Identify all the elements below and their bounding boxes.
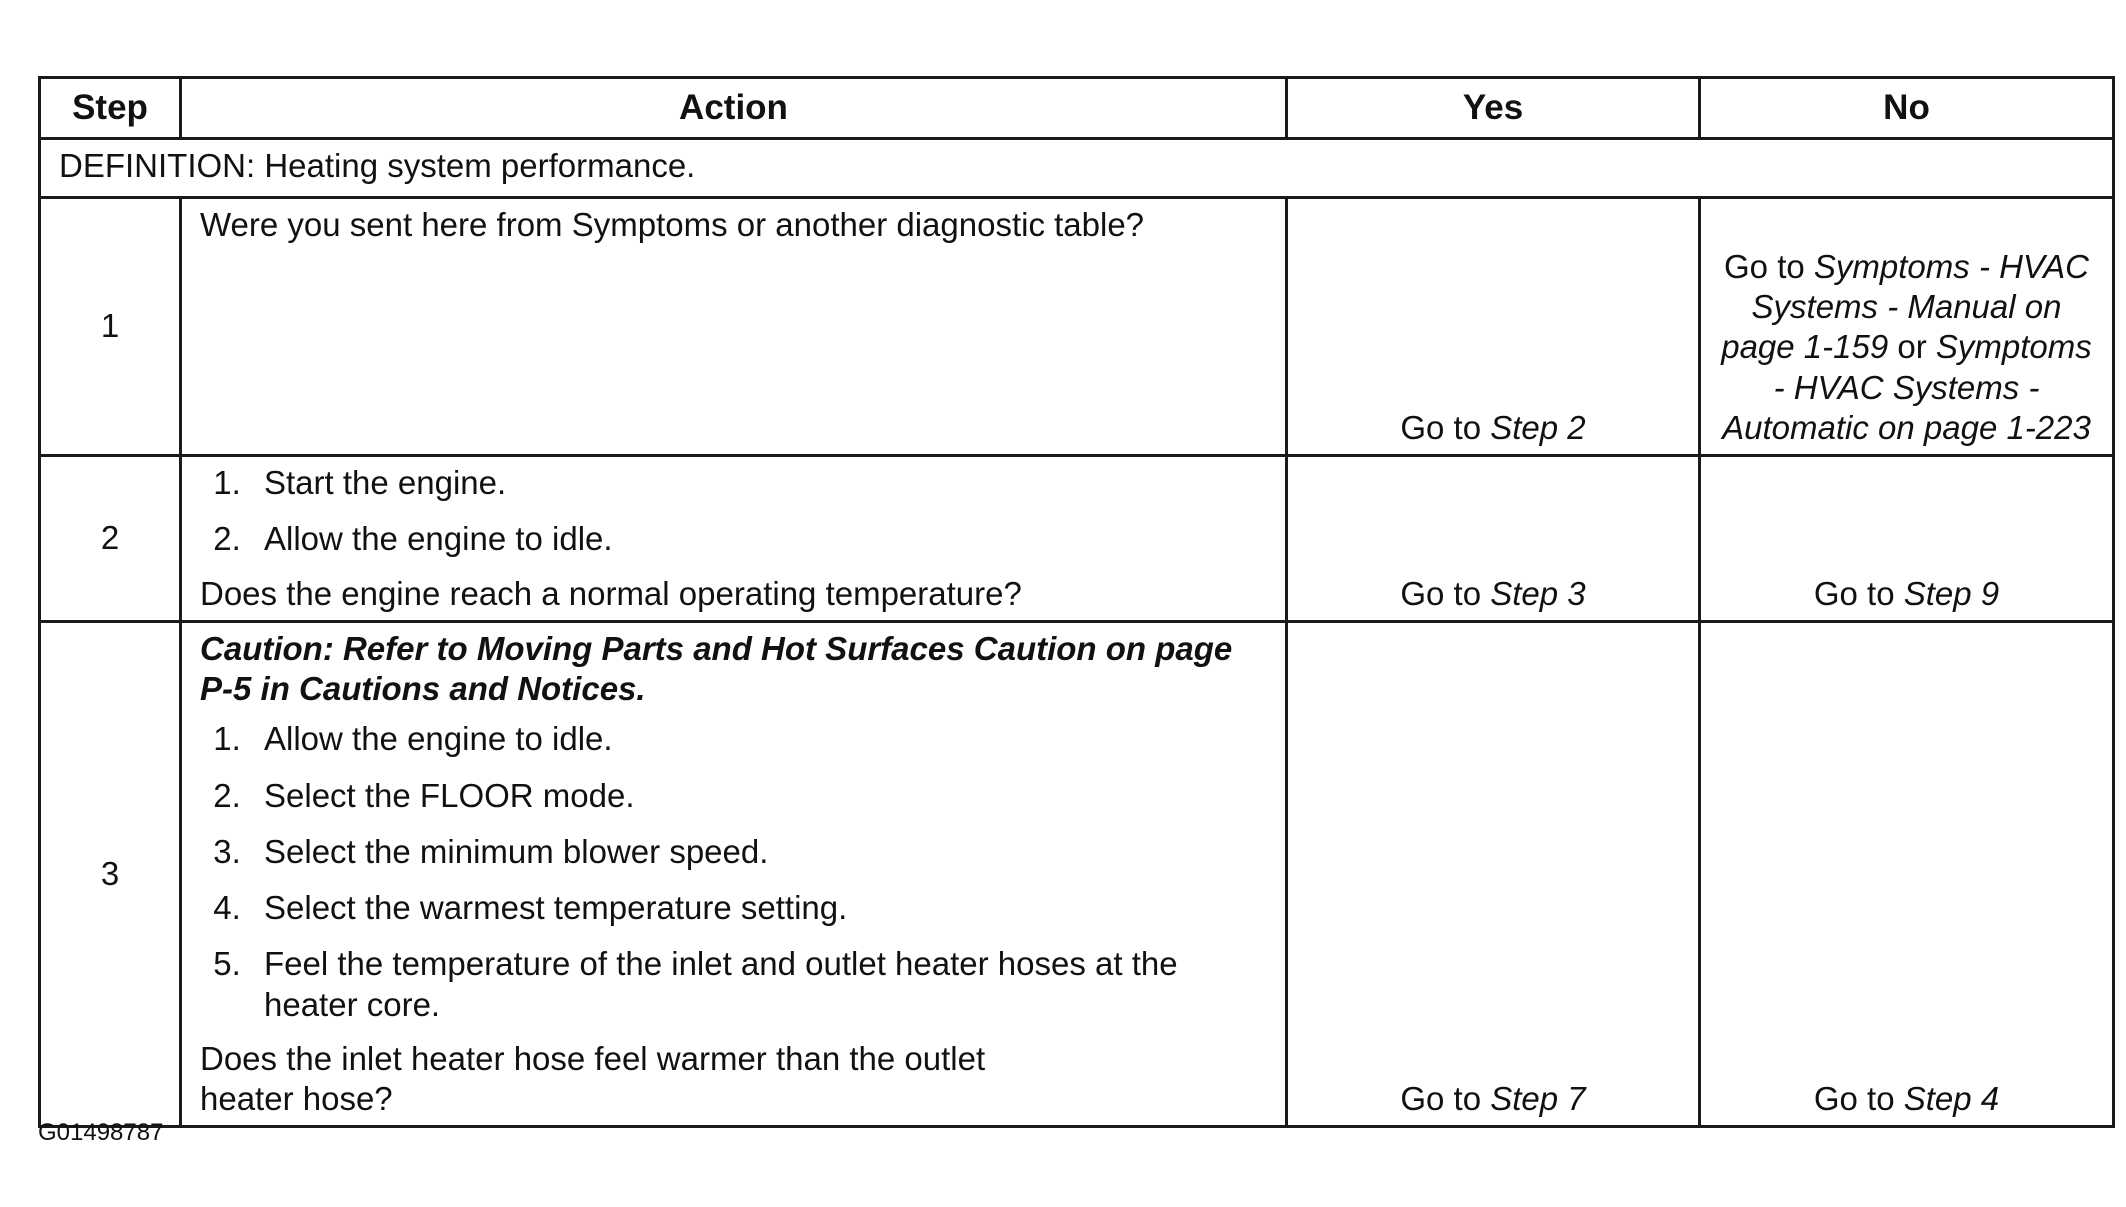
header-action: Action: [181, 78, 1287, 139]
no-or: or: [1888, 328, 1936, 366]
no-step-link[interactable]: Step 4: [1903, 1080, 2000, 1117]
action-question: Were you sent here from Symptoms or another diagnostic table?: [200, 206, 1145, 243]
yes-prefix: Go to: [1400, 408, 1491, 446]
action-cell: [181, 198, 1287, 456]
no-link-automatic[interactable]: Symptoms - HVAC Systems - Automatic on page 1-223: [1722, 328, 2092, 446]
no-link-manual[interactable]: Symptoms - HVAC Systems - Manual on page 1-159: [1721, 247, 2089, 366]
action-item: 1. Start the engine.: [250, 463, 1267, 503]
yes-prefix: Go to: [1400, 1080, 1491, 1117]
definition-text: DEFINITION: Heating system performance.: [40, 139, 2114, 198]
table-row: [40, 198, 2114, 456]
header-yes: Yes: [1287, 78, 1700, 139]
header-row: [40, 78, 2114, 139]
definition-row: [40, 139, 2114, 198]
action-item: 3. Select the minimum blower speed.: [250, 832, 1267, 872]
yes-prefix: Go to: [1400, 574, 1491, 612]
action-item: 2. Allow the engine to idle.: [250, 519, 1267, 559]
action-question: Does the engine reach a normal operating temperature?: [200, 574, 1022, 612]
table-row: [40, 621, 2114, 1127]
yes-step-link[interactable]: Step 3: [1490, 574, 1586, 612]
no-cell: [1700, 456, 2114, 622]
no-cell: [1700, 621, 2114, 1127]
header-step: Step: [40, 78, 181, 139]
step-number: 2: [40, 456, 181, 622]
no-cell: [1700, 198, 2114, 456]
figure-id: G01498787: [38, 1119, 164, 1146]
no-prefix: Go to: [1724, 247, 1814, 285]
action-item: 1. Allow the engine to idle.: [250, 719, 1267, 759]
action-item: 5. Feel the temperature of the inlet and outlet heater hoses at the heater core.: [250, 944, 1267, 1025]
diagnostic-table: [38, 76, 2115, 1128]
yes-step-link[interactable]: Step 7: [1490, 1080, 1586, 1117]
no-prefix: Go to: [1813, 574, 1904, 612]
action-question: Does the inlet heater hose feel warmer than the outlet heater hose?: [200, 1039, 986, 1117]
caution-text: Caution: Refer to Moving Parts and Hot Surfaces Caution on page P-5 in Cautions and Notices.: [200, 629, 1233, 707]
step-number: 3: [40, 621, 181, 1127]
yes-step-link[interactable]: Step 2: [1490, 408, 1586, 446]
yes-cell: [1287, 621, 1700, 1127]
action-cell: [181, 456, 1287, 622]
no-step-link[interactable]: Step 9: [1903, 574, 2000, 612]
no-prefix: Go to: [1813, 1080, 1904, 1117]
step-number: 1: [40, 198, 181, 456]
action-item: 4. Select the warmest temperature setting.: [250, 888, 1267, 928]
action-item: 2. Select the FLOOR mode.: [250, 776, 1267, 816]
action-list: [200, 719, 1267, 1025]
yes-cell: [1287, 456, 1700, 622]
action-list: [200, 463, 1267, 560]
table-row: [40, 456, 2114, 622]
action-cell: [181, 621, 1287, 1127]
header-no: No: [1700, 78, 2114, 139]
yes-cell: [1287, 198, 1700, 456]
